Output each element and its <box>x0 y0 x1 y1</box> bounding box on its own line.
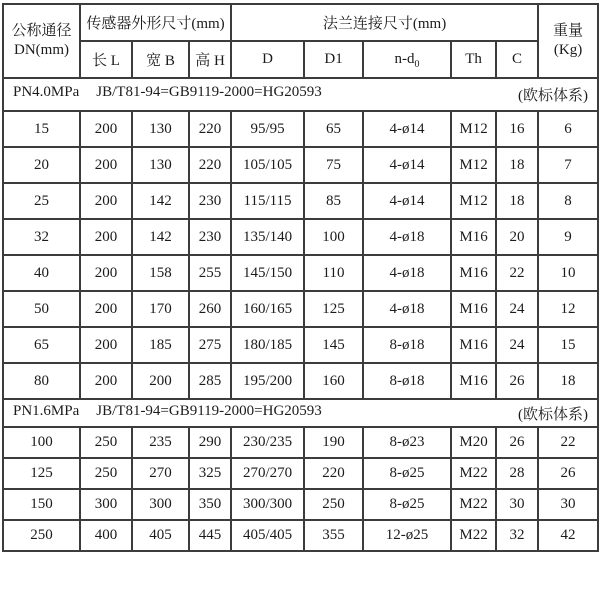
cell-dn: 150 <box>3 489 80 520</box>
cell-flange-th: M16 <box>451 363 496 399</box>
cell-height-h: 230 <box>189 219 231 255</box>
group-header-sensor-dimensions: 传感器外形尺寸(mm) <box>80 4 231 41</box>
cell-length-l: 200 <box>80 327 132 363</box>
table-row <box>3 291 598 327</box>
cell-flange-d: 95/95 <box>231 111 304 147</box>
table-row <box>3 427 598 458</box>
cell-width-b: 235 <box>132 427 189 458</box>
cell-height-h: 255 <box>189 255 231 291</box>
cell-flange-th: M16 <box>451 291 496 327</box>
n-d0-subscript: 0 <box>414 59 420 70</box>
cell-length-l: 200 <box>80 291 132 327</box>
nominal-diameter-label-cn: 公称通径 <box>11 23 72 39</box>
cell-flange-n-d0: 8-ø23 <box>363 427 451 458</box>
col-header-d: D <box>231 41 304 78</box>
cell-flange-d1: 190 <box>304 427 363 458</box>
pressure-rating-label: PN4.0MPa <box>13 84 80 100</box>
cell-width-b: 200 <box>132 363 189 399</box>
cell-weight: 9 <box>538 219 598 255</box>
cell-height-h: 350 <box>189 489 231 520</box>
cell-flange-c: 22 <box>496 255 538 291</box>
table-row <box>3 489 598 520</box>
cell-flange-d: 270/270 <box>231 458 304 489</box>
col-header-weight <box>538 4 598 78</box>
cell-width-b: 130 <box>132 111 189 147</box>
cell-flange-d1: 110 <box>304 255 363 291</box>
cell-dn: 50 <box>3 291 80 327</box>
cell-flange-n-d0: 4-ø14 <box>363 147 451 183</box>
cell-width-b: 270 <box>132 458 189 489</box>
cell-flange-c: 26 <box>496 427 538 458</box>
cell-flange-d: 145/150 <box>231 255 304 291</box>
cell-length-l: 200 <box>80 147 132 183</box>
cell-width-b: 158 <box>132 255 189 291</box>
cell-flange-n-d0: 8-ø18 <box>363 327 451 363</box>
cell-width-b: 300 <box>132 489 189 520</box>
section-header-cell <box>3 78 598 111</box>
cell-dn: 25 <box>3 183 80 219</box>
cell-length-l: 200 <box>80 255 132 291</box>
cell-flange-th: M12 <box>451 147 496 183</box>
cell-flange-d1: 160 <box>304 363 363 399</box>
cell-flange-n-d0: 8-ø18 <box>363 363 451 399</box>
cell-flange-th: M22 <box>451 520 496 551</box>
cell-length-l: 200 <box>80 219 132 255</box>
cell-weight: 15 <box>538 327 598 363</box>
cell-flange-c: 20 <box>496 219 538 255</box>
cell-height-h: 285 <box>189 363 231 399</box>
cell-length-l: 300 <box>80 489 132 520</box>
cell-weight: 30 <box>538 489 598 520</box>
cell-flange-d1: 145 <box>304 327 363 363</box>
cell-flange-th: M22 <box>451 489 496 520</box>
cell-length-l: 250 <box>80 427 132 458</box>
cell-weight: 6 <box>538 111 598 147</box>
col-header-n-d0 <box>363 41 451 78</box>
cell-flange-th: M16 <box>451 255 496 291</box>
cell-height-h: 325 <box>189 458 231 489</box>
cell-weight: 8 <box>538 183 598 219</box>
cell-dn: 15 <box>3 111 80 147</box>
cell-width-b: 405 <box>132 520 189 551</box>
header-sub-row <box>3 41 598 78</box>
cell-dn: 80 <box>3 363 80 399</box>
cell-length-l: 400 <box>80 520 132 551</box>
cell-length-l: 200 <box>80 363 132 399</box>
cell-flange-n-d0: 4-ø18 <box>363 291 451 327</box>
cell-flange-d1: 75 <box>304 147 363 183</box>
cell-flange-n-d0: 4-ø14 <box>363 111 451 147</box>
table-row <box>3 183 598 219</box>
weight-label-cn: 重量 <box>553 23 584 39</box>
cell-flange-d: 300/300 <box>231 489 304 520</box>
cell-flange-c: 18 <box>496 183 538 219</box>
cell-flange-n-d0: 4-ø18 <box>363 219 451 255</box>
cell-dn: 20 <box>3 147 80 183</box>
flowmeter-dimension-spec-table <box>2 3 599 552</box>
cell-weight: 12 <box>538 291 598 327</box>
cell-flange-th: M16 <box>451 327 496 363</box>
cell-flange-d1: 65 <box>304 111 363 147</box>
cell-dn: 100 <box>3 427 80 458</box>
table-row <box>3 327 598 363</box>
pressure-rating-label: PN1.6MPa <box>13 402 80 419</box>
cell-length-l: 250 <box>80 458 132 489</box>
cell-length-l: 200 <box>80 111 132 147</box>
cell-flange-n-d0: 8-ø25 <box>363 489 451 520</box>
cell-height-h: 260 <box>189 291 231 327</box>
cell-flange-d: 105/105 <box>231 147 304 183</box>
cell-height-h: 290 <box>189 427 231 458</box>
cell-width-b: 170 <box>132 291 189 327</box>
cell-flange-d1: 85 <box>304 183 363 219</box>
standard-system-note: (欧标体系) <box>518 406 589 423</box>
table-body <box>3 78 598 551</box>
cell-flange-th: M22 <box>451 458 496 489</box>
cell-flange-n-d0: 4-ø18 <box>363 255 451 291</box>
cell-flange-c: 26 <box>496 363 538 399</box>
cell-flange-c: 32 <box>496 520 538 551</box>
cell-flange-d: 195/200 <box>231 363 304 399</box>
cell-flange-th: M12 <box>451 111 496 147</box>
cell-flange-c: 30 <box>496 489 538 520</box>
cell-weight: 42 <box>538 520 598 551</box>
table-row <box>3 458 598 489</box>
section-header-cell <box>3 399 598 427</box>
cell-flange-c: 16 <box>496 111 538 147</box>
col-header-length-l: 长 L <box>80 41 132 78</box>
weight-label-unit: (Kg) <box>553 42 583 58</box>
cell-flange-th: M12 <box>451 183 496 219</box>
table-row <box>3 219 598 255</box>
cell-weight: 26 <box>538 458 598 489</box>
cell-flange-d: 230/235 <box>231 427 304 458</box>
cell-length-l: 200 <box>80 183 132 219</box>
cell-flange-d: 160/165 <box>231 291 304 327</box>
cell-dn: 32 <box>3 219 80 255</box>
col-header-height-h: 高 H <box>189 41 231 78</box>
cell-flange-th: M20 <box>451 427 496 458</box>
cell-flange-d: 405/405 <box>231 520 304 551</box>
cell-dn: 250 <box>3 520 80 551</box>
col-header-th: Th <box>451 41 496 78</box>
header-group-row <box>3 4 598 41</box>
standard-system-note: (欧标体系) <box>518 88 589 104</box>
cell-height-h: 275 <box>189 327 231 363</box>
cell-dn: 125 <box>3 458 80 489</box>
cell-height-h: 220 <box>189 147 231 183</box>
cell-weight: 10 <box>538 255 598 291</box>
cell-dn: 40 <box>3 255 80 291</box>
col-header-width-b: 宽 B <box>132 41 189 78</box>
cell-height-h: 230 <box>189 183 231 219</box>
cell-flange-d: 115/115 <box>231 183 304 219</box>
section-header-row <box>3 78 598 111</box>
cell-flange-c: 24 <box>496 291 538 327</box>
cell-flange-d: 135/140 <box>231 219 304 255</box>
col-header-nominal-diameter <box>3 4 80 78</box>
cell-width-b: 142 <box>132 219 189 255</box>
table-row <box>3 363 598 399</box>
table-header <box>3 4 598 78</box>
cell-flange-c: 24 <box>496 327 538 363</box>
cell-flange-d1: 100 <box>304 219 363 255</box>
cell-flange-n-d0: 8-ø25 <box>363 458 451 489</box>
cell-weight: 22 <box>538 427 598 458</box>
table-row <box>3 520 598 551</box>
cell-flange-d1: 125 <box>304 291 363 327</box>
cell-width-b: 130 <box>132 147 189 183</box>
cell-flange-d1: 250 <box>304 489 363 520</box>
cell-flange-c: 18 <box>496 147 538 183</box>
cell-weight: 18 <box>538 363 598 399</box>
cell-width-b: 142 <box>132 183 189 219</box>
cell-flange-c: 28 <box>496 458 538 489</box>
table-row <box>3 255 598 291</box>
cell-flange-d: 180/185 <box>231 327 304 363</box>
cell-weight: 7 <box>538 147 598 183</box>
cell-height-h: 220 <box>189 111 231 147</box>
col-header-d1: D1 <box>304 41 363 78</box>
standard-codes-label: JB/T81-94=GB9119-2000=HG20593 <box>96 402 322 419</box>
n-d0-main: n-d <box>394 51 415 67</box>
cell-flange-n-d0: 4-ø14 <box>363 183 451 219</box>
cell-flange-n-d0: 12-ø25 <box>363 520 451 551</box>
cell-flange-th: M16 <box>451 219 496 255</box>
table-row <box>3 147 598 183</box>
cell-dn: 65 <box>3 327 80 363</box>
cell-flange-d1: 355 <box>304 520 363 551</box>
cell-height-h: 445 <box>189 520 231 551</box>
cell-flange-d1: 220 <box>304 458 363 489</box>
standard-codes-label: JB/T81-94=GB9119-2000=HG20593 <box>96 84 322 100</box>
cell-width-b: 185 <box>132 327 189 363</box>
table-row <box>3 111 598 147</box>
nominal-diameter-label-dn: DN(mm) <box>14 42 69 58</box>
section-header-row <box>3 399 598 427</box>
group-header-flange-dimensions: 法兰连接尺寸(mm) <box>231 4 538 41</box>
col-header-c: C <box>496 41 538 78</box>
